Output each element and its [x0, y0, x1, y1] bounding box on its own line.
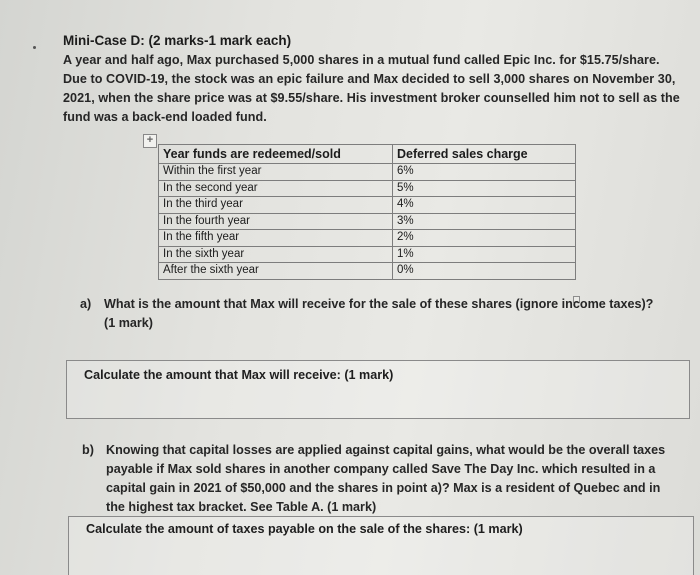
year-cell: In the fourth year: [159, 213, 393, 230]
charge-cell: 3%: [393, 213, 576, 230]
charge-cell: 4%: [393, 197, 576, 214]
answer-box-b[interactable]: [68, 516, 694, 575]
header-year-redeemed: Year funds are redeemed/sold: [159, 145, 393, 164]
question-b-label: b): [82, 443, 94, 457]
answer-box-a[interactable]: [66, 360, 690, 419]
table-row: [159, 164, 576, 181]
table-row: [159, 263, 576, 280]
table-header-row: [159, 145, 576, 164]
list-bullet: [33, 46, 36, 49]
intro-line: A year and half ago, Max purchased 5,000 shares in a mutual fund called Epic Inc. for $15.75/share.: [63, 53, 660, 67]
question-a-label: a): [80, 297, 92, 311]
question-b-line: payable if Max sold shares in another company called Save The Day Inc. which resulted in a: [106, 462, 656, 476]
year-cell: In the third year: [159, 197, 393, 214]
question-b-line: the highest tax bracket. See Table A. (1 mark): [106, 500, 377, 514]
charge-cell: 2%: [393, 230, 576, 247]
question-a-line: What is the amount that Max will receive for the sale of these shares (ignore income taxes)?: [104, 297, 654, 311]
year-cell: In the second year: [159, 180, 393, 197]
year-cell: In the fifth year: [159, 230, 393, 247]
header-deferred-charge: Deferred sales charge: [393, 145, 576, 164]
table-row: [159, 213, 576, 230]
year-cell: In the sixth year: [159, 246, 393, 263]
charge-cell: 6%: [393, 164, 576, 181]
charge-cell: 1%: [393, 246, 576, 263]
answer-b-label: Calculate the amount of taxes payable on the sale of the shares: (1 mark): [86, 522, 523, 536]
table-row: [159, 180, 576, 197]
year-cell: After the sixth year: [159, 263, 393, 280]
charge-cell: 5%: [393, 180, 576, 197]
intro-line: fund was a back-end loaded fund.: [63, 110, 267, 124]
case-intro: [63, 51, 683, 127]
deferred-sales-charge-table: [158, 144, 576, 280]
intro-line: 2021, when the share price was at $9.55/share. His investment broker counselled him not to sell as the: [63, 91, 680, 105]
case-title: Mini-Case D: (2 marks-1 mark each): [63, 33, 292, 48]
year-cell: Within the first year: [159, 164, 393, 181]
question-b-line: Knowing that capital losses are applied against capital gains, what would be the overall taxes: [106, 443, 666, 457]
table-row: [159, 246, 576, 263]
table-row: [159, 230, 576, 247]
question-b-line: capital gain in 2021 of $50,000 and the shares in point a)? Max is a resident of Quebec and in: [106, 481, 661, 495]
table-move-handle-icon[interactable]: +: [143, 134, 157, 148]
intro-line: Due to COVID-19, the stock was an epic failure and Max decided to sell 3,000 shares on November 30,: [63, 72, 676, 86]
charge-cell: 0%: [393, 263, 576, 280]
question-a-line: (1 mark): [104, 316, 153, 330]
table-row: [159, 197, 576, 214]
answer-a-label: Calculate the amount that Max will receive: (1 mark): [84, 368, 394, 382]
